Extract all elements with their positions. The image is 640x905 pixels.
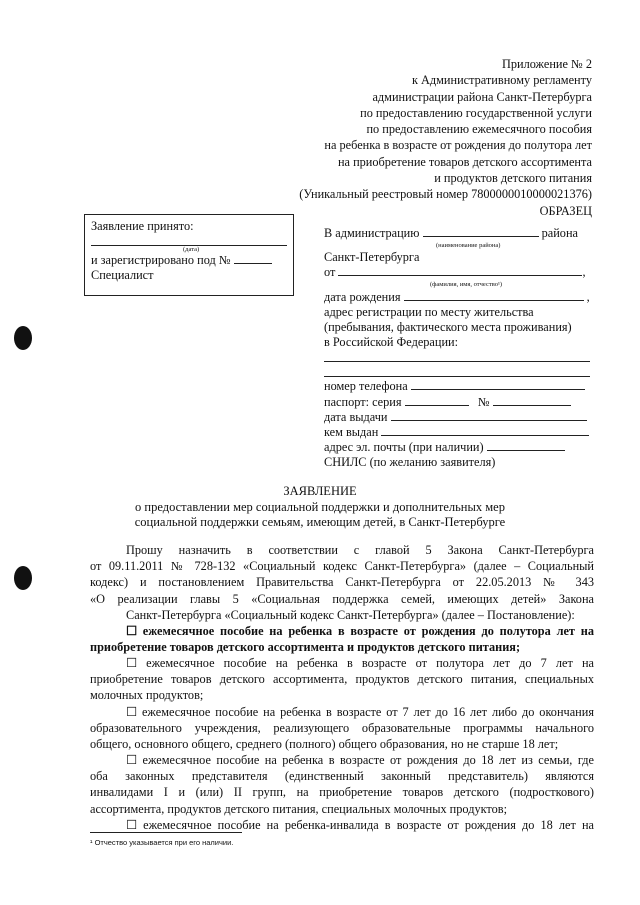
statement-subtitle-1: о предоставлении мер социальной поддержки и дополнительных мер bbox=[135, 500, 505, 514]
text-line: ☐ ежемесячное пособие на ребенка в возрасте от рождения до 18 лет из семьи, где bbox=[126, 753, 594, 767]
option-allowance-disabled-child[interactable] bbox=[90, 817, 594, 833]
registered-row bbox=[91, 253, 287, 268]
header-line: и продуктов детского питания bbox=[434, 171, 592, 186]
email-label: адрес эл. почты (при наличии) bbox=[324, 440, 484, 454]
birth-date-field[interactable] bbox=[404, 300, 584, 301]
text-line: ☐ ежемесячное пособие на ребенка в возрасте от рождения до полутора лет на bbox=[126, 624, 594, 638]
header-line: администрации района Санкт-Петербурга bbox=[372, 89, 592, 104]
footnote-separator bbox=[90, 832, 242, 833]
issued-by-row bbox=[324, 425, 589, 440]
rayon-label: района bbox=[541, 226, 578, 240]
request-paragraph bbox=[90, 542, 594, 623]
specialist-label: Специалист bbox=[91, 268, 154, 282]
text-line: молочных продуктов; bbox=[90, 688, 204, 703]
text-line: ☐ ежемесячное пособие на ребенка в возрасте от полутора лет до 7 лет на bbox=[126, 656, 594, 670]
birth-date-label: дата рождения bbox=[324, 290, 401, 304]
address-label-2: (пребывания, фактического места проживания) bbox=[324, 320, 572, 334]
passport-number-field[interactable] bbox=[493, 405, 571, 406]
registration-number-field[interactable] bbox=[234, 263, 272, 264]
text-line: Санкт-Петербурга «Социальный кодекс Санкт-Петербурга» (далее – Постановление): bbox=[126, 607, 575, 622]
address-label-1: адрес регистрации по месту жительства bbox=[324, 305, 534, 319]
statement-title: ЗАЯВЛЕНИЕ bbox=[283, 484, 357, 498]
text-line: инвалидами I и (или) II групп, на приобретение товаров детского (подросткового) bbox=[90, 785, 594, 800]
registered-label: и зарегистрировано под № bbox=[91, 253, 231, 267]
punch-hole-bottom bbox=[14, 566, 32, 590]
address-line-1[interactable] bbox=[324, 361, 590, 362]
header-line: по предоставлению государственной услуги bbox=[360, 105, 592, 120]
option-allowance-1-5-7[interactable] bbox=[90, 655, 594, 704]
passport-series-label: паспорт: серия bbox=[324, 395, 402, 409]
punch-hole-top bbox=[14, 326, 32, 350]
email-row bbox=[324, 440, 565, 455]
text-line: ассортимента, продуктов детского питания, специальных молочных продуктов; bbox=[90, 801, 508, 816]
issued-by-label: кем выдан bbox=[324, 425, 379, 439]
to-admin-label: В администрацию bbox=[324, 226, 420, 240]
text-line: приобретение товаров детского ассортимента и продуктов детского питания; bbox=[90, 640, 521, 655]
header-line: (Уникальный реестровый номер 7800000010000021376) bbox=[299, 187, 592, 202]
passport-number-label: № bbox=[477, 395, 490, 409]
birth-row: дата рождения , bbox=[324, 290, 590, 304]
text-line: образовательного учреждения, реализующего образовательные программы начального bbox=[90, 721, 594, 736]
date-line[interactable] bbox=[91, 234, 287, 246]
issue-date-label: дата выдачи bbox=[324, 410, 388, 424]
from-row: от , bbox=[324, 265, 586, 279]
text-line: Прошу назначить в соответствии с главой 5 Закона Санкт-Петербурга bbox=[126, 543, 594, 557]
email-field[interactable] bbox=[487, 450, 565, 451]
header-line: на приобретение товаров детского ассортимента bbox=[337, 154, 592, 169]
rayon-caption: (наименование района) bbox=[436, 242, 501, 249]
passport-row bbox=[324, 395, 571, 410]
fio-field[interactable] bbox=[338, 275, 582, 276]
issued-by-field[interactable] bbox=[381, 435, 589, 436]
text-line: ☐ ежемесячное пособие на ребенка-инвалида в возрасте от рождения до 18 лет на bbox=[126, 818, 594, 832]
statement-subtitle-2: социальной поддержки семьям, имеющим детей, в Санкт-Петербурге bbox=[134, 515, 506, 529]
footnote: ¹ Отчество указывается при его наличии. bbox=[90, 838, 234, 847]
text-line: приобретение товаров детского ассортимента, продуктов детского питания, специальных bbox=[90, 672, 594, 687]
text-line: ☐ ежемесячное пособие на ребенка в возрасте от 7 лет до 16 лет либо до окончания bbox=[126, 705, 594, 719]
phone-row bbox=[324, 379, 585, 394]
date-caption: (дата) bbox=[183, 246, 200, 253]
text-line: кодекс) и постановлением Правительства Санкт-Петербурга от 22.05.2013 № 343 bbox=[90, 575, 594, 590]
address-label-3: в Российской Федерации: bbox=[324, 335, 459, 349]
header-line: к Административному регламенту bbox=[411, 73, 592, 88]
sample-mark: ОБРАЗЕЦ bbox=[539, 203, 592, 218]
issue-date-field[interactable] bbox=[391, 420, 587, 421]
snils-label: СНИЛС (по желанию заявителя) bbox=[324, 455, 496, 469]
text-line: от 09.11.2011 № 728-132 «Социальный кодекс Санкт-Петербурга» (далее – Социальный bbox=[90, 559, 594, 574]
acceptance-title: Заявление принято: bbox=[91, 219, 194, 233]
appendix-header bbox=[299, 56, 592, 219]
option-allowance-disabled-parents[interactable] bbox=[90, 752, 594, 817]
header-line: Приложение № 2 bbox=[501, 57, 592, 71]
city-label: Санкт-Петербурга bbox=[324, 250, 420, 264]
text-line: «О реализации главы 5 «Социальная поддержка семей, имеющих детей» Закона bbox=[90, 591, 594, 606]
issue-date-row bbox=[324, 410, 587, 425]
phone-label: номер телефона bbox=[324, 379, 408, 393]
header-line: на ребенка в возрасте от рождения до полутора лет bbox=[324, 138, 592, 153]
option-allowance-7-16[interactable] bbox=[90, 704, 594, 753]
passport-series-field[interactable] bbox=[405, 405, 469, 406]
phone-field[interactable] bbox=[411, 389, 585, 390]
from-label: от bbox=[324, 265, 336, 279]
option-allowance-0-1-5[interactable] bbox=[90, 623, 594, 655]
rayon-field[interactable] bbox=[423, 236, 539, 237]
text-line: оба законных представителя (единственный законный представитель) являются bbox=[90, 769, 594, 784]
fio-caption: (фамилия, имя, отчество¹) bbox=[430, 281, 503, 288]
address-line-2[interactable] bbox=[324, 376, 590, 377]
header-line: по предоставлению ежемесячного пособия bbox=[366, 122, 592, 137]
text-line: общего, основного общего, среднего (полного) общего образования, но не старше 18 лет; bbox=[90, 737, 559, 752]
acceptance-box bbox=[84, 214, 294, 296]
to-admin-row bbox=[324, 226, 578, 241]
